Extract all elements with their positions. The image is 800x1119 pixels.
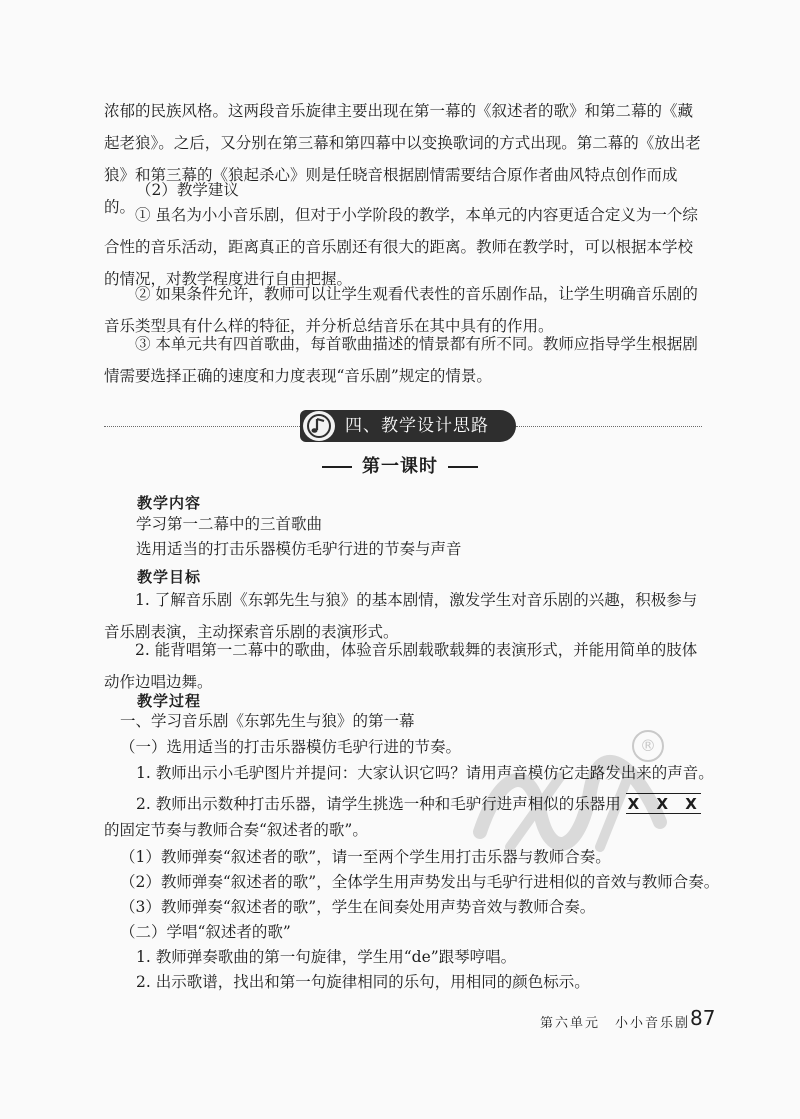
lesson-title-row (0, 452, 800, 478)
process-heading: 教学过程 (137, 692, 202, 710)
content-heading: 教学内容 (137, 494, 202, 512)
page-number: 87 (690, 1006, 716, 1030)
publisher-watermark (470, 752, 670, 862)
intro-paragraph: 浓郁的民族风格。这两段音乐旋律主要出现在第一幕的《叙述者的歌》和第二幕的《藏起老狼》。之后，又分别在第三幕和第四幕中以变换歌词的方式出现。第二幕的《放出老狼》和第三幕的《狼起杀心》则是任晓音根据剧情需要结合原作者曲风特点创作而成的。 (104, 102, 701, 216)
title-dash-right (448, 466, 478, 468)
process-sub-2: （二）学唱“叙述者的歌” (120, 923, 291, 941)
step-2-text: 2. 教师出示数种打击乐器，请学生挑选一种和毛驴行进声相似的乐器用 (136, 795, 621, 813)
suggestion-3: ③ 本单元共有四首歌曲，每首歌曲描述的情景都有所不同。教师应指导学生根据剧情需要选择正确的速度和力度表现“音乐剧”规定的情景。 (104, 335, 698, 385)
process-b-1: 1. 教师弹奏歌曲的第一句旋律，学生用“de”跟琴哼唱。 (136, 948, 517, 966)
process-sub-1: （一）选用适当的打击乐器模仿毛驴行进的节奏。 (120, 738, 462, 756)
goals-heading: 教学目标 (137, 568, 202, 586)
suggestion-1: ① 虽名为小小音乐剧，但对于小学阶段的教学，本单元的内容更适合定义为一个综合性的音乐活动，距离真正的音乐剧还有很大的距离。教师在教学时，可以根据本学校的情况，对教学程度进行自由把握。 (104, 206, 698, 288)
banner-divider-left (104, 426, 300, 427)
title-dash-left (322, 466, 352, 468)
activity-1: （1）教师弹奏“叙述者的歌”，请一至两个学生用打击乐器与教师合奏。 (120, 848, 611, 866)
music-note-icon (303, 411, 335, 441)
teaching-suggestion-heading: （2）教学建议 (136, 181, 239, 199)
banner-divider-right (516, 426, 702, 427)
process-step-1: 1. 教师出示小毛驴图片并提问：大家认识它吗？请用声音模仿它走路发出来的声音。 (136, 764, 714, 782)
process-part-1: 一、学习音乐剧《东郭先生与狼》的第一幕 (120, 712, 415, 730)
process-step-2-continued: 的固定节奏与教师合奏“叙述者的歌”。 (104, 821, 368, 839)
registered-mark: ® (632, 730, 664, 762)
activity-2: （2）教师弹奏“叙述者的歌”，全体学生用声势发出与毛驴行进相似的音效与教师合奏。 (120, 873, 720, 891)
content-item-1: 学习第一二幕中的三首歌曲 (136, 515, 323, 533)
process-b-2: 2. 出示歌谱，找出和第一句旋律相同的乐句，用相同的颜色标示。 (136, 973, 590, 991)
section-title: 四、教学设计思路 (345, 416, 489, 436)
goal-1: 1. 了解音乐剧《东郭先生与狼》的基本剧情，激发学生对音乐剧的兴趣，积极参与音乐剧表演，主动探索音乐剧的表演形式。 (104, 591, 698, 641)
rhythm-notation: X X X (626, 792, 705, 816)
lesson-title: 第一课时 (362, 456, 438, 477)
content-item-2: 选用适当的打击乐器模仿毛驴行进的节奏与声音 (136, 540, 462, 558)
goal-2: 2. 能背唱第一二幕中的歌曲，体验音乐剧载歌载舞的表演形式，并能用简单的肢体动作边唱边舞。 (104, 641, 698, 691)
unit-footer: 第六单元 小小音乐剧 (540, 1016, 691, 1031)
suggestion-2: ② 如果条件允许，教师可以让学生观看代表性的音乐剧作品，让学生明确音乐剧的音乐类型具有什么样的特征，并分析总结音乐在其中具有的作用。 (104, 285, 698, 335)
activity-3: （3）教师弹奏“叙述者的歌”，学生在间奏处用声势音效与教师合奏。 (120, 898, 596, 916)
section-banner (300, 410, 516, 442)
